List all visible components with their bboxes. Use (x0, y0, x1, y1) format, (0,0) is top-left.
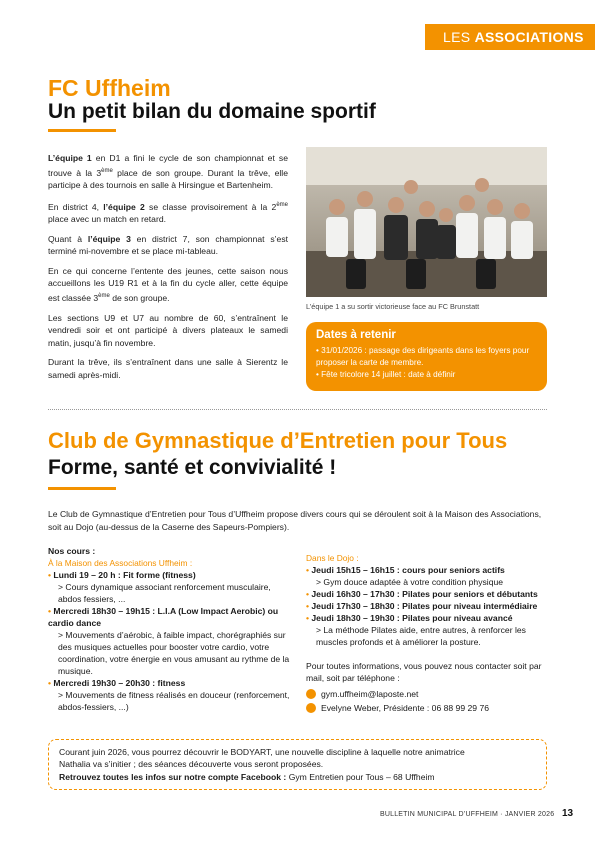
course-item: • Jeudi 16h30 – 17h30 : Pilates pour seniors et débutants (306, 589, 538, 599)
email-line[interactable] (306, 687, 551, 701)
fc-paragraph-3: Quant à l’équipe 3 en district 7, son championnat s’est terminé mi-novembre et se place mi-tableau. (48, 233, 289, 257)
dojo-courses (306, 552, 551, 715)
dates-title: Dates à retenir (316, 329, 396, 341)
gym-intro: Le Club de Gymnastique d’Entretien pour Tous d’Uffheim propose divers cours qui se déroulent soit à la Maison des Associations, soit au Dojo (au-dessus de la Caserne des Sapeurs-Pompiers). (48, 509, 542, 532)
course-item: • Jeudi 15h15 – 16h15 : cours pour seniors actifs > Gym douce adaptée à votre condition physique (306, 565, 505, 587)
course-item: • Lundi 19 – 20 h : Fit forme (fitness) > Cours dynamique associant renforcement musculaire, abdos fessiers, ... (48, 570, 271, 604)
fc-subtitle: Un petit bilan du domaine sportif (48, 100, 376, 123)
fc-paragraph-2: En district 4, l’équipe 2 se classe provisoirement à la 2ème place avec un match en retard. (48, 201, 289, 225)
fc-paragraph-1: L’équipe 1 en D1 a fini le cycle de son championnat et se trouve à la 3ème place de son groupe. Durant la trêve, elle participe à des tournois en salle à Hirsingue et Bartenheim. (48, 153, 289, 191)
bodyart-box (48, 739, 547, 790)
phone-text: Evelyne Weber, Présidente : 06 88 99 29 76 (321, 703, 490, 713)
fc-underline (48, 129, 116, 132)
course-item: • Jeudi 18h30 – 19h30 : Pilates pour niveau avancé > La méthode Pilates aide, entre autres, à renforcer les muscles profonds et à améliorer la posture. (306, 613, 526, 647)
gym-subtitle: Forme, santé et convivialité ! (48, 456, 337, 479)
gym-title: Club de Gymnastique d’Entretien pour Tous (48, 428, 508, 453)
fc-paragraph-4: En ce qui concerne l’entente des jeunes, cette saison nous accueillons les U19 R1 et à la fin du cycle aller, cette équipe est classée 3ème de son groupe. (48, 265, 288, 303)
fc-title: FC Uffheim (48, 75, 171, 101)
send-icon (306, 689, 316, 699)
section-divider (48, 409, 547, 410)
course-item: • Jeudi 17h30 – 18h30 : Pilates pour niveau intermédiaire (306, 601, 538, 611)
phone-line (306, 701, 551, 715)
team-photo (306, 147, 547, 297)
bodyart-line-2: Nathalia va s’initier ; des séances découverte vous seront proposées. (59, 759, 324, 770)
facebook-line: Retrouvez toutes les infos sur notre compte Facebook : Gym Entretien pour Tous – 68 Uffheim (59, 771, 435, 782)
bodyart-line-1: Courant juin 2026, vous pourrez découvrir le BODYART, une nouvelle discipline à laquelle notre animatrice (59, 747, 465, 757)
date-item: • 31/01/2026 : passage des dirigeants dans les foyers pour proposer la carte de membre. (316, 346, 530, 367)
page-number: 13 (562, 808, 574, 819)
fc-article (48, 152, 288, 388)
phone-icon (306, 703, 316, 713)
section-header-tab (425, 24, 595, 50)
footer-text: BULLETIN MUNICIPAL D’UFFHEIM · JANVIER 2026 (380, 811, 555, 818)
fc-paragraph-5: Les sections U9 et U7 au nombre de 60, s’entraînent le vendredi soir et ont participé à divers plateaux le samedi matin, jusqu’à fin novembre. (48, 312, 288, 348)
date-item: • Fête tricolore 14 juillet : date à définir (316, 370, 456, 379)
course-item: • Mercredi 18h30 – 19h15 : L.I.A (Low Impact Aerobic) ou cardio dance > Mouvements d’aérobic, à faible impact, chorégraphiés sur des musiques actuelles pour booster votre cardio, votre coordination, votre énergie en vous amusant au rythme de la musique. (48, 606, 290, 676)
section-name: ASSOCIATIONS (474, 29, 584, 45)
courses-heading: Nos cours : (48, 546, 96, 556)
course-item: • Mercredi 19h30 – 20h30 : fitness > Mouvements de fitness réalisés en douceur (renforcement, abdos-fessiers, ...) (48, 678, 290, 712)
gym-underline (48, 487, 116, 490)
photo-caption: L’équipe 1 a su sortir victorieuse face au FC Brunstatt (306, 302, 480, 311)
email-address[interactable]: gym.uffheim@laposte.net (321, 689, 419, 699)
fc-paragraph-6: Durant la trêve, ils s’entraînent dans une salle à Sierentz le samedi après-midi. (48, 357, 288, 380)
maison-courses (48, 545, 296, 713)
dojo-heading: Dans le Dojo : (306, 553, 359, 563)
contact-text: Pour toutes informations, vous pouvez nous contacter soit par mail, soit par téléphone : (306, 661, 542, 683)
dates-box (306, 322, 547, 391)
section-prefix: LES (443, 29, 471, 45)
maison-heading: À la Maison des Associations Uffheim : (48, 558, 193, 568)
